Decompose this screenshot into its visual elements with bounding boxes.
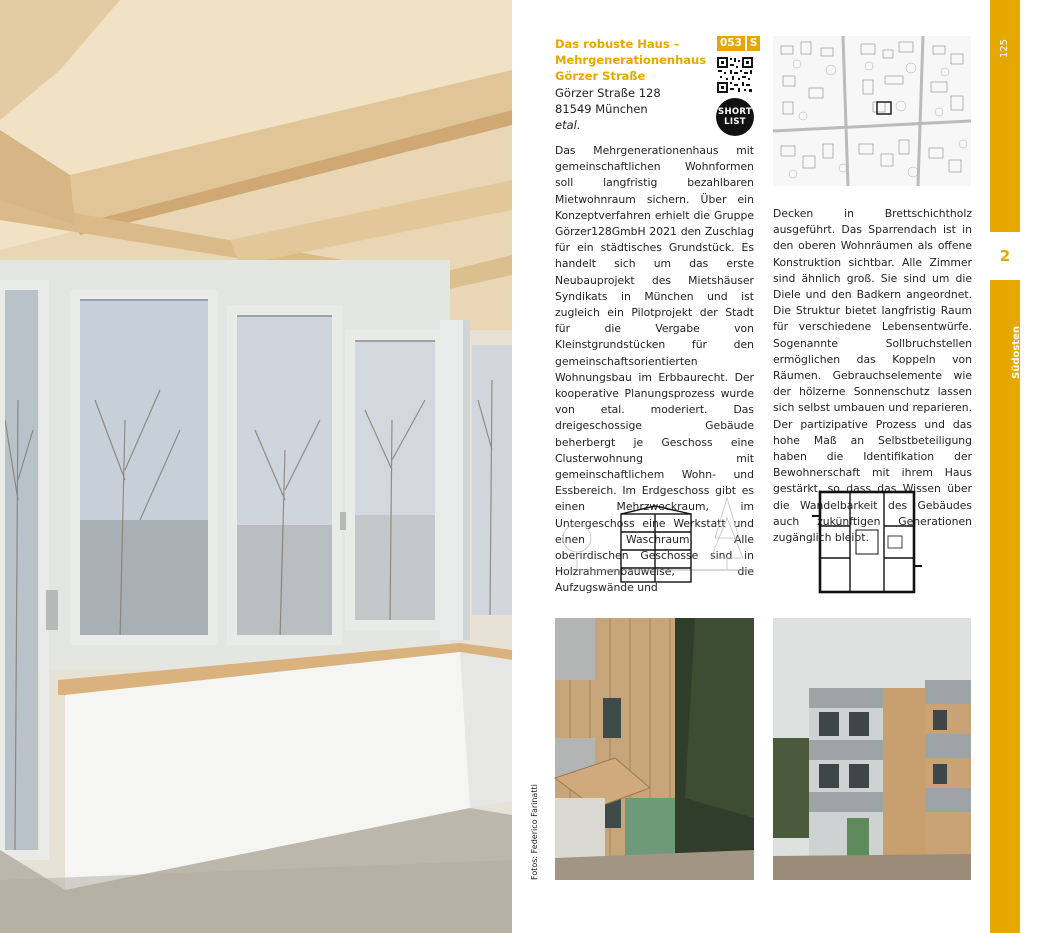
body-text-column-2: Decken in Brettschichtholz ausgeführt. Das Sparrendach ist in den oberen Wohnräumen als offene Konstruktion sichtbar. Alle Zimmer sind ähnlich groß. Sie sind um die Diele und den Badkern angeordnet. Die Struktur bietet langfristig Raum für verschiedene Lebensentwürfe. Sogenannte Sollbruchstellen ermöglichen das Koppeln von Räumen. Gebrauchselemente wie der hölzerne Sonnenschutz lassen sich selbst umbauen und reparieren. Der partizipative Prozess und das hohe Maß an Selbstbeteiligung haben die Identifikation der Bewohnerschaft mit ihrem Haus gestärkt, so dass das Wissen über die Wandelbarkeit des Gebäudes auch zukünftigen Generationen zugänglich bleibt.: [773, 207, 972, 545]
right-page: [512, 0, 990, 933]
qr-code-icon[interactable]: [716, 56, 754, 94]
region-label-text: Südosten: [1010, 326, 1022, 379]
page-number-text: 125: [999, 38, 1011, 59]
facade-photo-street: [773, 618, 971, 880]
floor-plan-drawing: [812, 486, 922, 598]
category-badge: S: [747, 36, 761, 51]
shortlist-line-2: LIST: [724, 117, 746, 127]
shortlist-badge: [716, 98, 754, 136]
address-line-1: Görzer Straße 128: [555, 85, 661, 100]
facade-photo-timber-sunshades: [555, 618, 754, 880]
chapter-number: 2: [990, 232, 1020, 280]
entry-number: 053: [717, 36, 745, 51]
entry-number-badge: [717, 36, 760, 51]
building-section-drawing: [555, 478, 754, 594]
site-plan-map: [773, 36, 971, 186]
entry-header: [555, 36, 715, 133]
page-number: [990, 36, 1020, 59]
architect-name: etal.: [555, 118, 581, 133]
chapter-side-tab: [990, 0, 1020, 933]
photo-credit: Fotos: Federico Farinatti: [530, 784, 539, 880]
entry-title: Das robuste Haus – Mehrgenerationenhaus Görzer Straße: [555, 37, 707, 84]
region-label: [990, 326, 1022, 379]
address-line-2: 81549 München: [555, 101, 648, 116]
main-interior-photo: [0, 0, 512, 933]
shortlist-line-1: SHORT: [718, 107, 752, 117]
body-text-column-1: Das Mehrgenerationenhaus mit gemeinschaftlichen Wohnformen soll langfristig bezahlbaren Mietwohnraum sichern. Über ein Konzeptverfahren erhielt die Gruppe Görzer128GmbH 2021 den Zuschlag für ein städtisches Grundstück. Es handelt sich um das erste Neubauprojekt des Mietshäuser Syndikats in München und ist zugleich ein Pilotprojekt der Stadt für die Vergabe von Kleinstgrundstücken für den gemeinschaftsorientierten Wohnungsbau im Erbbaurecht. Der kooperative Planungsprozess wurde von etal. moderiert. Das dreigeschossige Gebäude beherbergt je Geschoss eine Clusterwohnung mit gemeinschaftlichem Wohn- und Essbereich. Im Erdgeschoss gibt es einen Mehrzweckraum, im Untergeschoss eine Werkstatt und einen Waschraum. Alle oberirdischen Geschosse sind in Holzrahmenbauweise, die Aufzugswände und: [555, 144, 754, 595]
